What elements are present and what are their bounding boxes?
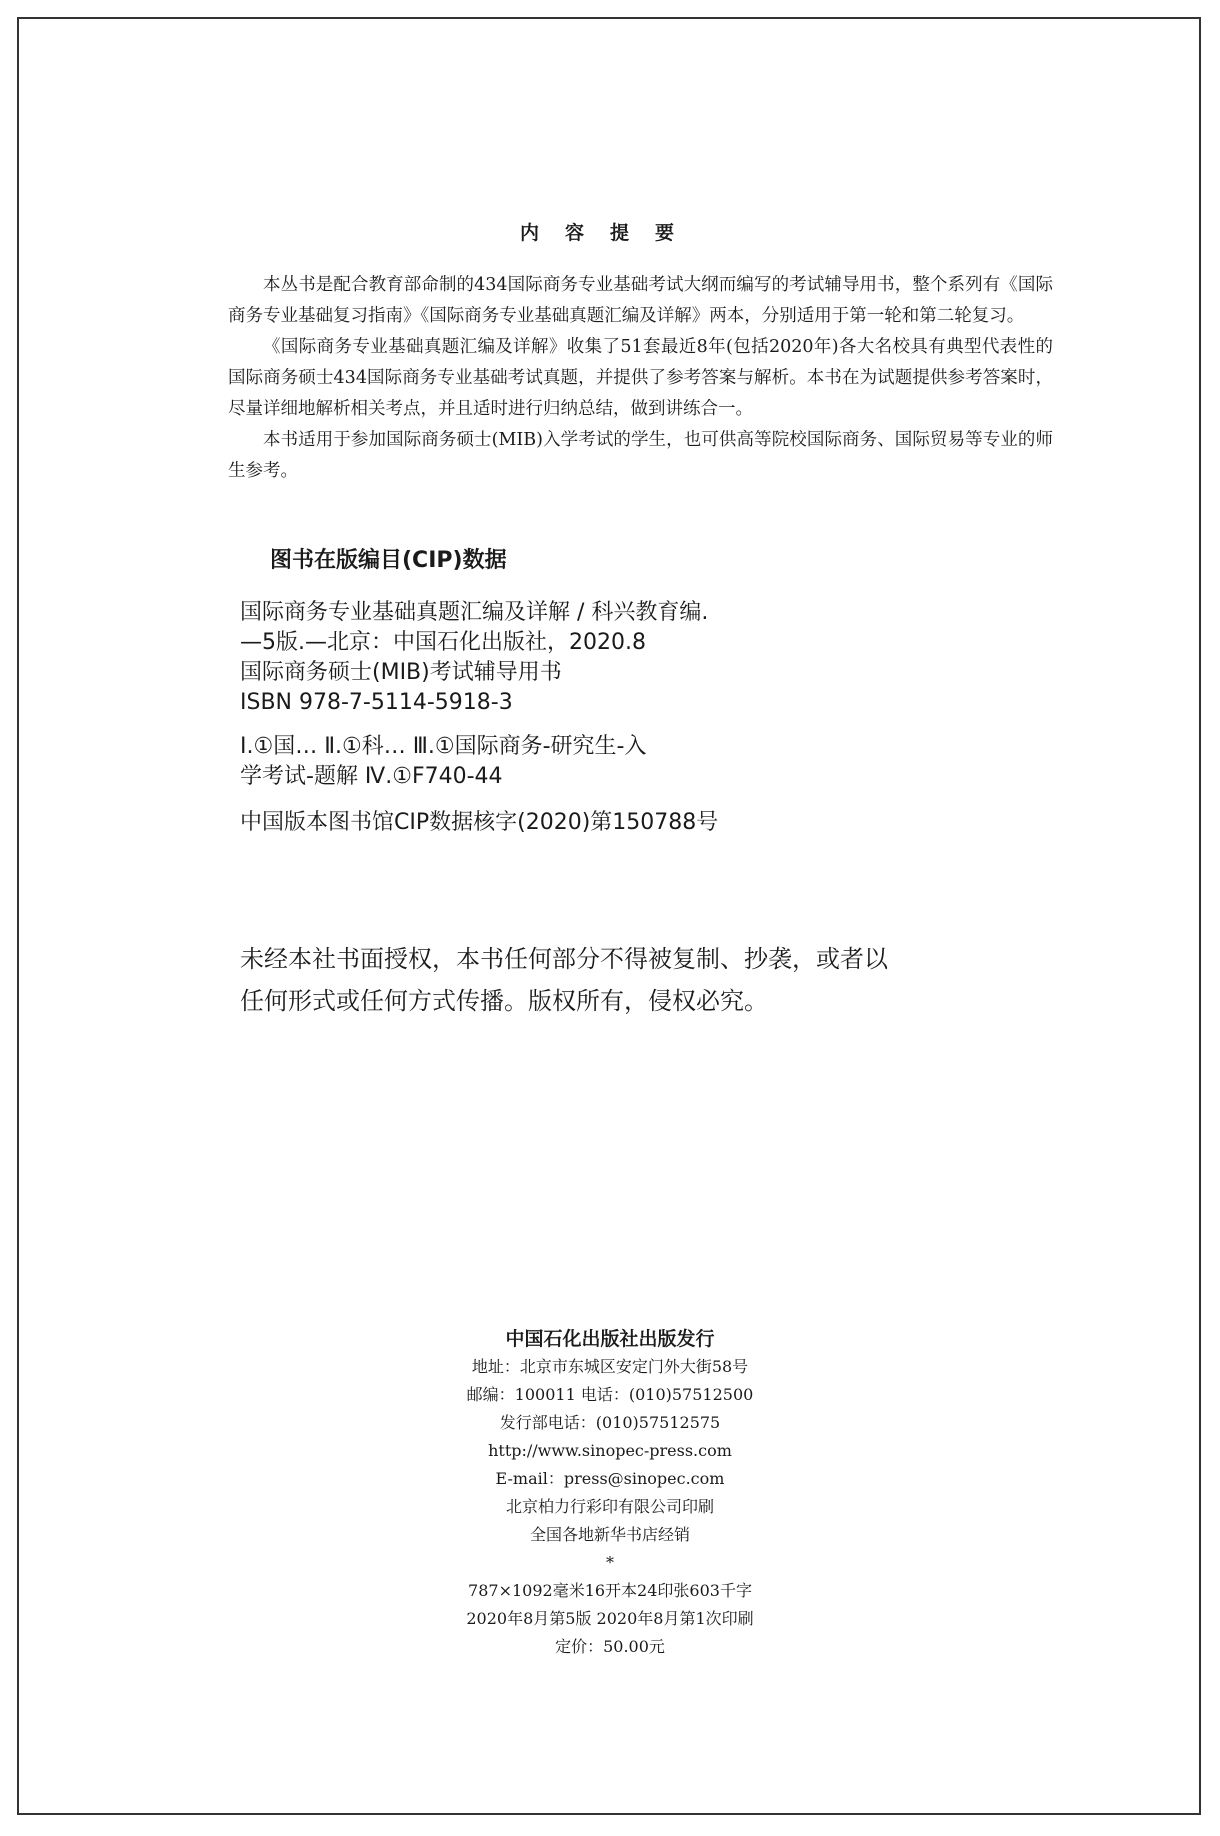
abstract-title: 内容提要 — [519, 222, 700, 244]
cip-heading: 图书在版编目(CIP)数据 — [270, 548, 507, 573]
publisher-sales-phone: 发行部电话：(010)57512575 — [499, 1413, 721, 1432]
cip-classification-line-1: Ⅰ.①国… Ⅱ.①科… Ⅲ.①国际商务-研究生-入 — [240, 734, 647, 759]
publisher-website: http://www.sinopec-press.com — [488, 1441, 732, 1460]
cip-title-line: 国际商务专业基础真题汇编及详解 / 科兴教育编. — [240, 600, 709, 625]
cip-classification-line-2: 学考试-题解 Ⅳ.①F740-44 — [240, 764, 503, 789]
copyright-line-2: 任何形式或任何方式传播。版权所有，侵权必究。 — [240, 987, 768, 1015]
format-line: 787×1092毫米16开本24印张603千字 — [468, 1581, 752, 1600]
publisher-name: 中国石化出版社出版发行 — [505, 1328, 715, 1350]
printer-line: 北京柏力行彩印有限公司印刷 — [505, 1497, 714, 1516]
cip-verification-line: 中国版本图书馆CIP数据核字(2020)第150788号 — [240, 810, 719, 835]
abstract-paragraph-1: 本丛书是配合教育部命制的434国际商务专业基础考试大纲而编写的考试辅导用书，整个系列有《国际商务专业基础复习指南》《国际商务专业基础真题汇编及详解》两本，分别适用于第一轮和第二轮复习。 — [228, 275, 1053, 326]
edition-line: 2020年8月第5版 2020年8月第1次印刷 — [466, 1609, 754, 1628]
cip-edition-line: —5版.—北京：中国石化出版社，2020.8 — [240, 630, 646, 655]
abstract-paragraph-3: 本书适用于参加国际商务硕士(MIB)入学考试的学生，也可供高等院校国际商务、国际贸易等专业的师生参考。 — [228, 430, 1053, 481]
cip-isbn-line: ISBN 978-7-5114-5918-3 — [240, 690, 513, 715]
publisher-address: 地址：北京市东城区安定门外大街58号 — [471, 1357, 749, 1376]
publisher-block — [0, 1325, 1220, 1661]
distributor-line: 全国各地新华书店经销 — [529, 1525, 690, 1544]
copyright-line-1: 未经本社书面授权，本书任何部分不得被复制、抄袭，或者以 — [240, 945, 888, 973]
separator-star: * — [606, 1553, 614, 1572]
price-line: 定价：50.00元 — [555, 1637, 665, 1656]
publisher-postcode-phone: 邮编：100011 电话：(010)57512500 — [466, 1385, 754, 1404]
abstract-paragraph-2: 《国际商务专业基础真题汇编及详解》收集了51套最近8年(包括2020年)各大名校具有典型代表性的国际商务硕士434国际商务专业基础考试真题，并提供了参考答案与解析。本书在为试题提供参考答案时，尽量详细地解析相关考点，并且适时进行归纳总结，做到讲练合一。 — [228, 337, 1053, 419]
cip-record — [240, 598, 880, 838]
cip-series-line: 国际商务硕士(MIB)考试辅导用书 — [240, 660, 562, 685]
copyright-notice — [240, 938, 960, 1022]
abstract-body — [228, 270, 1053, 487]
publisher-email: E-mail：press@sinopec.com — [495, 1469, 725, 1488]
